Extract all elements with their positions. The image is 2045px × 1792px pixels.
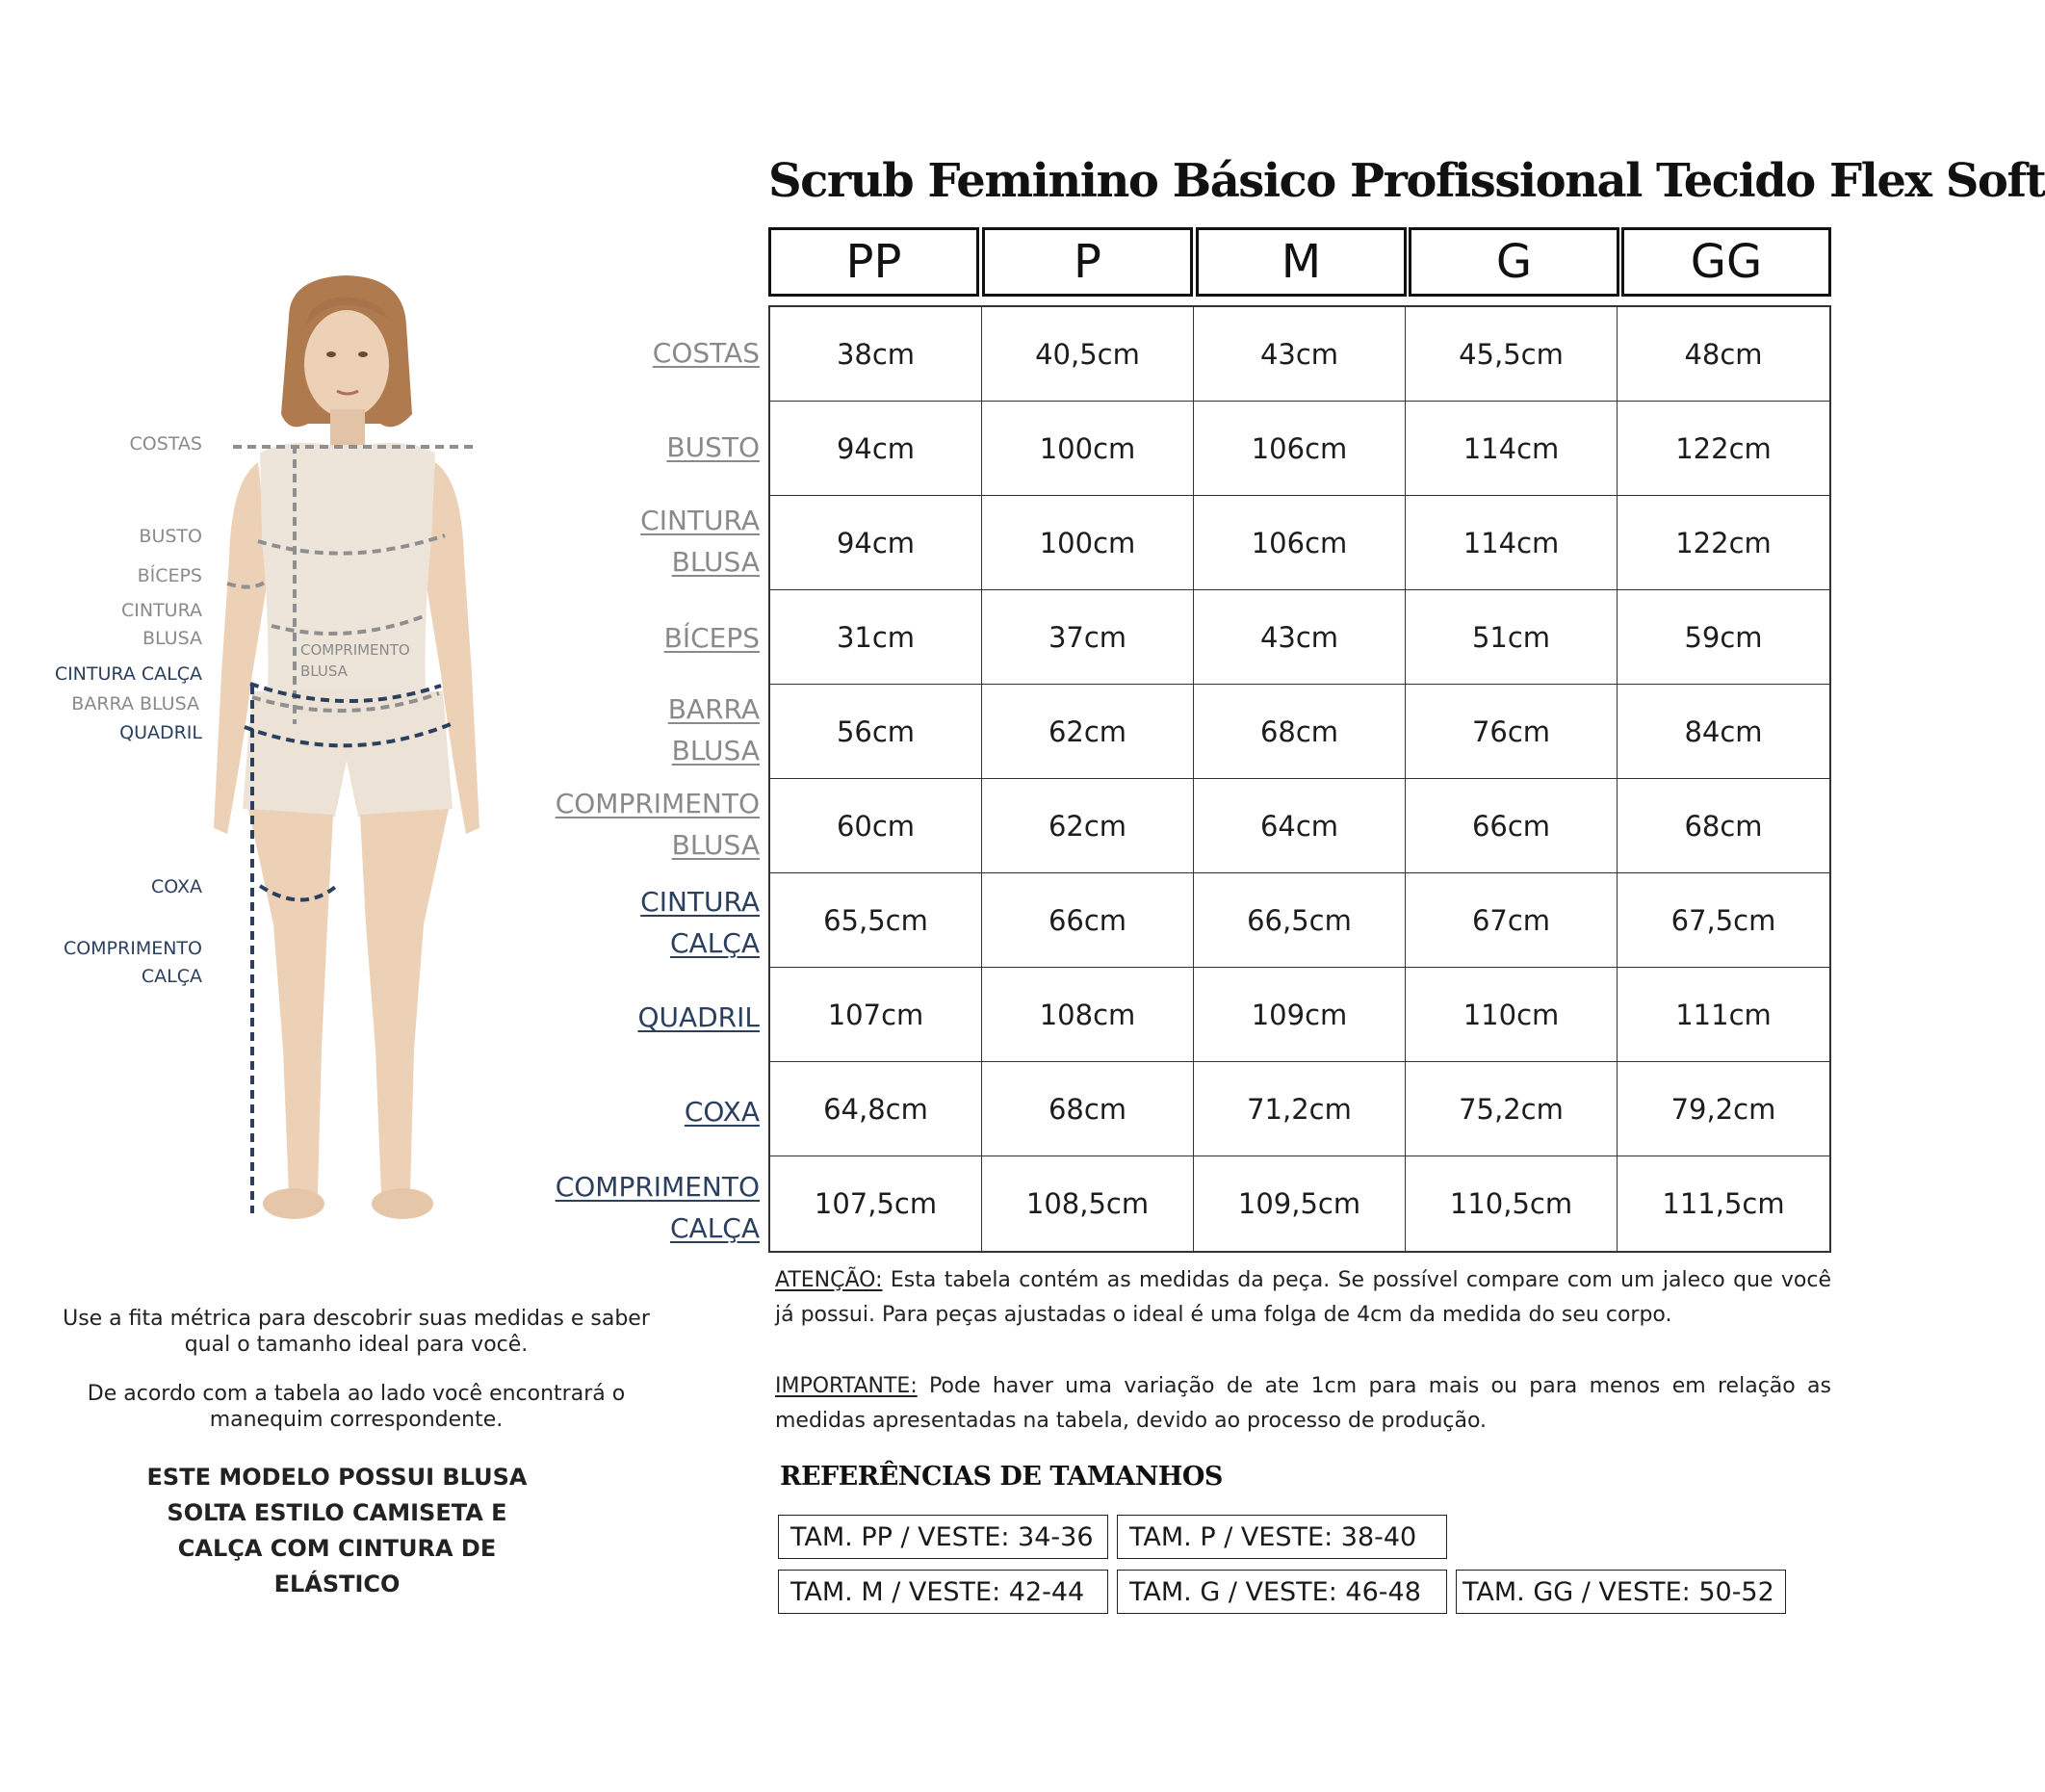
measurement-cell-p: 68cm [982, 1062, 1194, 1156]
row-label-cintura-calca: CINTURA CALÇA [640, 886, 760, 959]
measurement-cell-pp: 64,8cm [770, 1062, 982, 1156]
figure-label-comprimento-calca: COMPRIMENTO CALÇA [63, 938, 202, 987]
measurement-cell-g: 45,5cm [1406, 307, 1618, 402]
measurement-cell-pp: 60cm [770, 779, 982, 873]
figure-label-costas: COSTAS [129, 433, 202, 454]
size-reference-pp: TAM. PP / VESTE: 34-36 [778, 1515, 1108, 1559]
size-reference-m: TAM. M / VESTE: 42-44 [778, 1570, 1108, 1614]
measurement-cell-pp: 94cm [770, 496, 982, 590]
measurement-cell-pp: 38cm [770, 307, 982, 402]
measurement-cell-g: 66cm [1406, 779, 1618, 873]
measurement-cell-m: 64cm [1194, 779, 1406, 873]
figure-label-cintura-blusa: CINTURA BLUSA [120, 600, 202, 649]
size-reference-p: TAM. P / VESTE: 38-40 [1117, 1515, 1447, 1559]
measurement-cell-gg: 111cm [1618, 968, 1829, 1062]
attention-label: ATENÇÃO: [775, 1268, 883, 1292]
measurement-cell-m: 109cm [1194, 968, 1406, 1062]
left-leg-shape [248, 809, 333, 1194]
measurement-cell-g: 114cm [1406, 496, 1618, 590]
measurement-cell-gg: 59cm [1618, 590, 1829, 685]
measurement-cell-p: 108cm [982, 968, 1194, 1062]
measurement-cell-p: 40,5cm [982, 307, 1194, 402]
measurement-cell-pp: 107cm [770, 968, 982, 1062]
measurement-cell-pp: 56cm [770, 685, 982, 779]
measurement-cell-g: 114cm [1406, 402, 1618, 496]
attention-note: ATENÇÃO: Esta tabela contém as medidas da peça. Se possível compare com um jaleco que você já possui. Para peças ajustadas o ideal é uma folga de 4cm da medida do seu corpo. [775, 1268, 1831, 1327]
body-figure-illustration [183, 270, 520, 1271]
measurement-cell-g: 110,5cm [1406, 1156, 1618, 1251]
important-label: IMPORTANTE: [775, 1374, 918, 1398]
measurement-cell-gg: 122cm [1618, 496, 1829, 590]
row-label-comprimento-calca: COMPRIMENTO CALÇA [555, 1171, 760, 1244]
measurement-cell-gg: 84cm [1618, 685, 1829, 779]
measurement-cell-pp: 65,5cm [770, 873, 982, 968]
measurement-cell-m: 43cm [1194, 307, 1406, 402]
measurement-cell-g: 76cm [1406, 685, 1618, 779]
size-reference-gg: TAM. GG / VESTE: 50-52 [1456, 1570, 1786, 1614]
references-title: REFERÊNCIAS DE TAMANHOS [780, 1462, 1223, 1492]
model-description: ESTE MODELO POSSUI BLUSA SOLTA ESTILO CAMISETA E CALÇA COM CINTURA DE ELÁSTICO [146, 1464, 528, 1597]
measurement-cell-pp: 107,5cm [770, 1156, 982, 1251]
measurement-cell-p: 62cm [982, 685, 1194, 779]
size-header-m: M [1196, 227, 1407, 297]
measurement-cell-m: 109,5cm [1194, 1156, 1406, 1251]
instruction-paragraph-1: Use a fita métrica para descobrir suas medidas e saber qual o tamanho ideal para você. [63, 1307, 650, 1357]
figure-label-cintura-calca: CINTURA CALÇA [54, 663, 202, 685]
right-leg-shape [360, 809, 449, 1194]
size-header-g: G [1409, 227, 1619, 297]
measurement-cell-pp: 94cm [770, 402, 982, 496]
measurement-cell-pp: 31cm [770, 590, 982, 685]
measurement-cell-p: 100cm [982, 402, 1194, 496]
measurement-cell-g: 67cm [1406, 873, 1618, 968]
row-label-costas: COSTAS [652, 337, 760, 369]
measurement-cell-m: 68cm [1194, 685, 1406, 779]
measurement-cell-gg: 122cm [1618, 402, 1829, 496]
measurement-cell-gg: 68cm [1618, 779, 1829, 873]
figure-label-biceps: BÍCEPS [137, 565, 202, 586]
measurement-cell-p: 62cm [982, 779, 1194, 873]
measurement-cell-m: 71,2cm [1194, 1062, 1406, 1156]
measurement-cell-g: 51cm [1406, 590, 1618, 685]
measurement-cell-gg: 79,2cm [1618, 1062, 1829, 1156]
face-shape [304, 310, 389, 418]
measurement-cell-gg: 67,5cm [1618, 873, 1829, 968]
size-header-pp: PP [768, 227, 979, 297]
measurement-cell-m: 106cm [1194, 496, 1406, 590]
row-label-quadril: QUADRIL [637, 1001, 760, 1033]
measurement-cell-p: 37cm [982, 590, 1194, 685]
size-reference-g: TAM. G / VESTE: 46-48 [1117, 1570, 1447, 1614]
row-label-busto: BUSTO [666, 431, 760, 463]
measurement-cell-p: 66cm [982, 873, 1194, 968]
measurement-cell-g: 75,2cm [1406, 1062, 1618, 1156]
shorts-shape [243, 691, 453, 817]
size-header-p: P [982, 227, 1193, 297]
measurement-cell-g: 110cm [1406, 968, 1618, 1062]
row-label-comprimento-blusa: COMPRIMENTO BLUSA [555, 788, 760, 861]
instruction-paragraph-2: De acordo com a tabela ao lado você encontrará o manequim correspondente. [87, 1382, 626, 1432]
row-label-coxa: COXA [684, 1096, 760, 1128]
figure-label-barra-blusa: BARRA BLUSA [71, 693, 199, 714]
measurement-cell-gg: 111,5cm [1662, 1187, 1785, 1220]
measurement-cell-p: 100cm [982, 496, 1194, 590]
row-label-barra-blusa: BARRA BLUSA [667, 693, 760, 766]
measurement-cell-gg: 48cm [1618, 307, 1829, 402]
measurement-cell-m: 43cm [1194, 590, 1406, 685]
row-label-biceps: BÍCEPS [663, 622, 760, 654]
measurement-cell-m: 66,5cm [1194, 873, 1406, 968]
page-title: Scrub Feminino Básico Profissional Tecido Flex Soft [768, 154, 2045, 208]
row-label-cintura-blusa: CINTURA BLUSA [640, 505, 760, 578]
figure-label-quadril: QUADRIL [119, 722, 202, 743]
size-header-gg: GG [1621, 227, 1831, 297]
figure-label-busto: BUSTO [139, 526, 202, 547]
important-note: IMPORTANTE: Pode haver uma variação de ate 1cm para mais ou para menos em relação as medidas apresentadas na tabela, devido ao processo de produção. [775, 1374, 1831, 1433]
measurement-cell-m: 106cm [1194, 402, 1406, 496]
figure-label-comprimento-blusa: COMPRIMENTO BLUSA [300, 641, 410, 680]
measurement-cell-p: 108,5cm [982, 1156, 1194, 1251]
figure-label-coxa: COXA [150, 876, 202, 897]
measurements-table [768, 305, 1831, 1253]
